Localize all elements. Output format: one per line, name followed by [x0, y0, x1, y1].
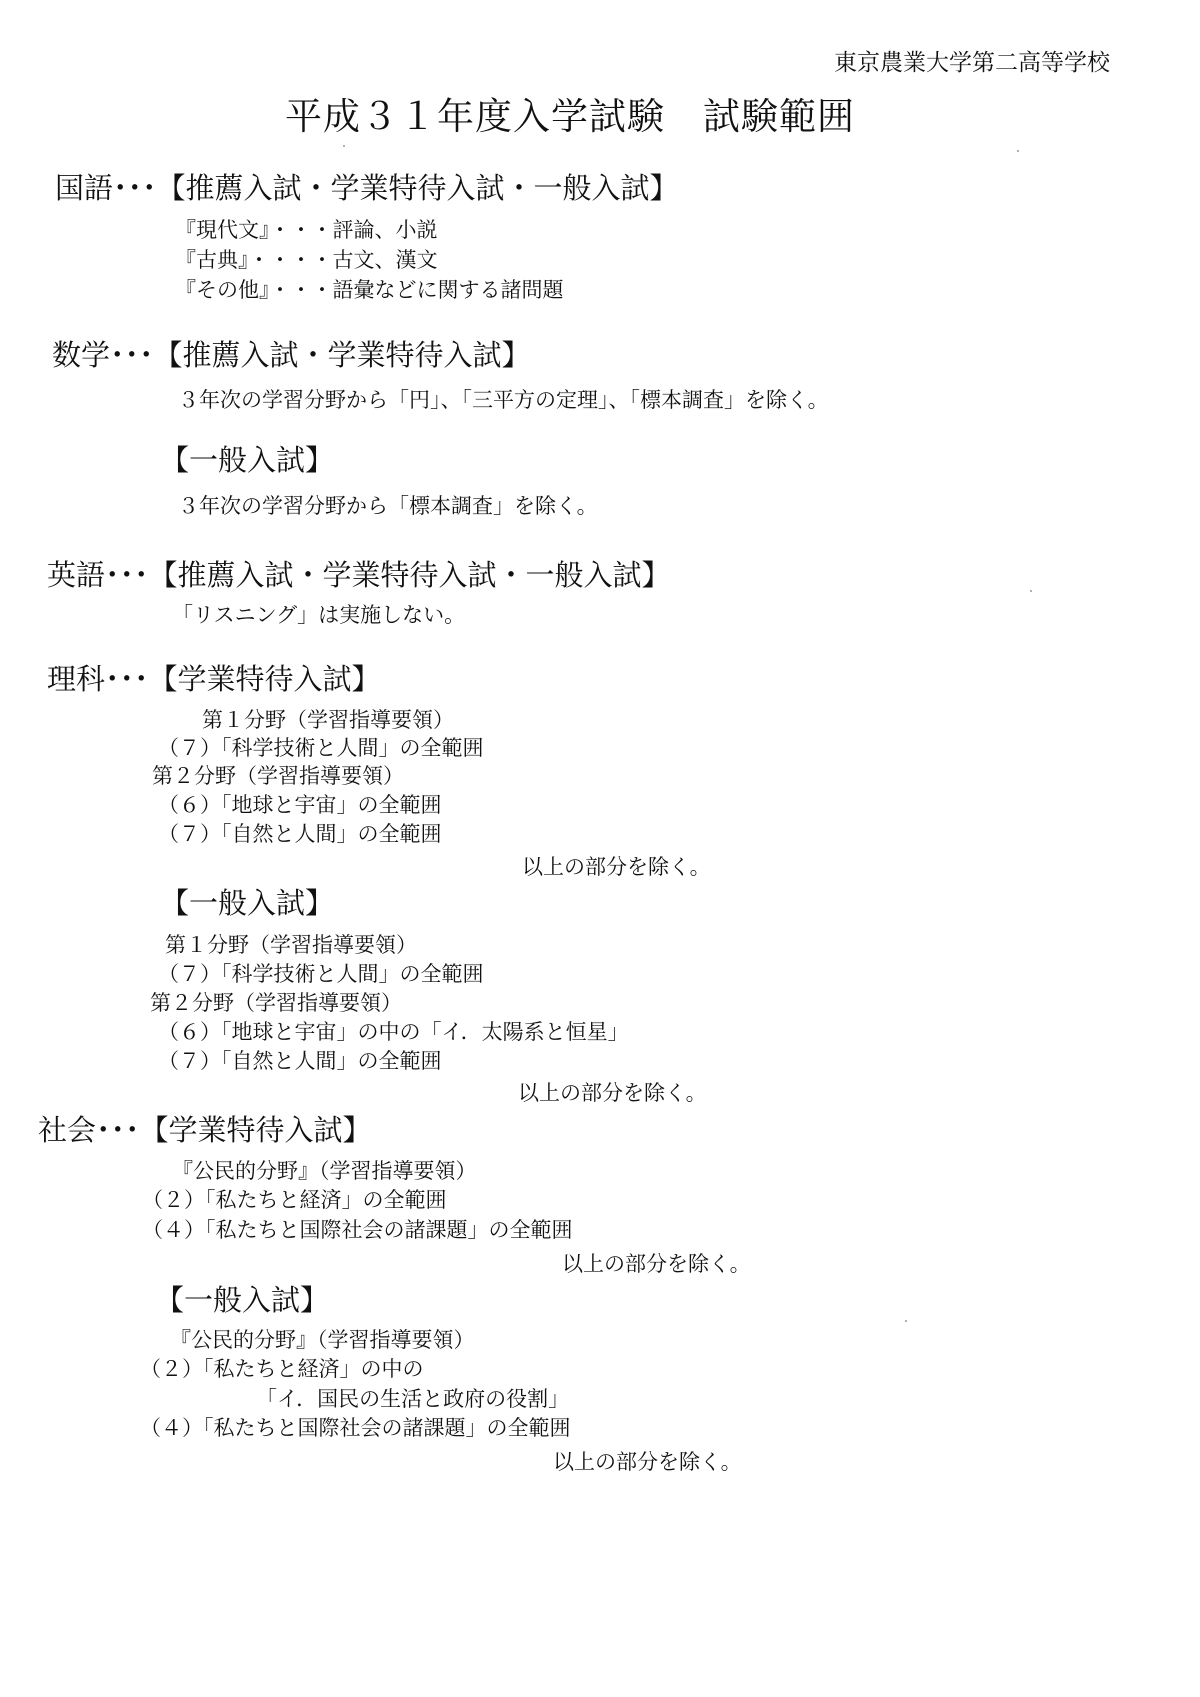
science-tokutai-exclusion: 以上の部分を除く。: [522, 855, 711, 879]
school-name: 東京農業大学第二高等学校: [834, 50, 1110, 76]
science-heading: 理科･･･【学業特待入試】: [47, 662, 381, 696]
scan-speck: [343, 145, 345, 147]
social-general-line-1: 『公民的分野』（学習指導要領）: [170, 1328, 475, 1352]
social-tokutai-line-3: （４）「私たちと国際社会の諸課題」の全範囲: [142, 1218, 573, 1242]
scan-speck: [905, 1320, 907, 1322]
science-general-line-4: （６）「地球と宇宙」の中の「イ．太陽系と恒星」: [158, 1020, 629, 1044]
science-general-line-1: 第１分野（学習指導要領）: [165, 933, 417, 957]
science-general-line-5: （７）「自然と人間」の全範囲: [158, 1049, 442, 1073]
social-general-line-3: 「イ．国民の生活と政府の役割」: [256, 1387, 570, 1411]
japanese-line-3: 『その他』・・・語彙などに関する諸問題: [175, 278, 564, 302]
japanese-line-2: 『古典』・・・・古文、漢文: [175, 248, 438, 272]
math-line-1: ３年次の学習分野から「円」、「三平方の定理」、「標本調査」を除く。: [178, 388, 829, 412]
social-tokutai-line-1: 『公民的分野』（学習指導要領）: [172, 1159, 477, 1183]
japanese-line-1: 『現代文』・・・評論、小説: [175, 218, 438, 242]
social-general-heading: 【一般入試】: [155, 1283, 330, 1317]
english-heading: 英語･･･【推薦入試・学業特待入試・一般入試】: [47, 558, 671, 592]
math-heading: 数学･･･【推薦入試・学業特待入試】: [52, 338, 531, 372]
science-tokutai-line-2: （７）「科学技術と人間」の全範囲: [158, 736, 484, 760]
science-tokutai-line-5: （７）「自然と人間」の全範囲: [158, 822, 442, 846]
scan-speck: [1030, 590, 1032, 592]
science-general-line-2: （７）「科学技術と人間」の全範囲: [158, 962, 484, 986]
english-line: 「リスニング」は実施しない。: [172, 603, 466, 627]
social-general-exclusion: 以上の部分を除く。: [553, 1450, 742, 1474]
science-tokutai-line-3: 第２分野（学習指導要領）: [152, 764, 404, 788]
math-general-heading: 【一般入試】: [160, 443, 335, 477]
social-general-line-2: （２）「私たちと経済」の中の: [140, 1357, 424, 1381]
scan-speck: [1017, 150, 1019, 152]
math-line-2: ３年次の学習分野から「標本調査」を除く。: [178, 494, 598, 518]
social-heading: 社会･･･【学業特待入試】: [38, 1113, 372, 1147]
science-general-heading: 【一般入試】: [160, 886, 335, 920]
science-general-line-3: 第２分野（学習指導要領）: [150, 991, 402, 1015]
science-tokutai-line-1: 第１分野（学習指導要領）: [202, 708, 454, 732]
social-tokutai-line-2: （２）「私たちと経済」の全範囲: [142, 1188, 447, 1212]
japanese-heading: 国語･･･【推薦入試・学業特待入試・一般入試】: [55, 171, 679, 205]
science-tokutai-line-4: （６）「地球と宇宙」の全範囲: [158, 793, 442, 817]
social-general-line-4: （４）「私たちと国際社会の諸課題」の全範囲: [140, 1416, 571, 1440]
document-title: 平成３１年度入学試験 試験範囲: [285, 95, 855, 138]
social-tokutai-exclusion: 以上の部分を除く。: [562, 1252, 751, 1276]
science-general-exclusion: 以上の部分を除く。: [518, 1081, 707, 1105]
